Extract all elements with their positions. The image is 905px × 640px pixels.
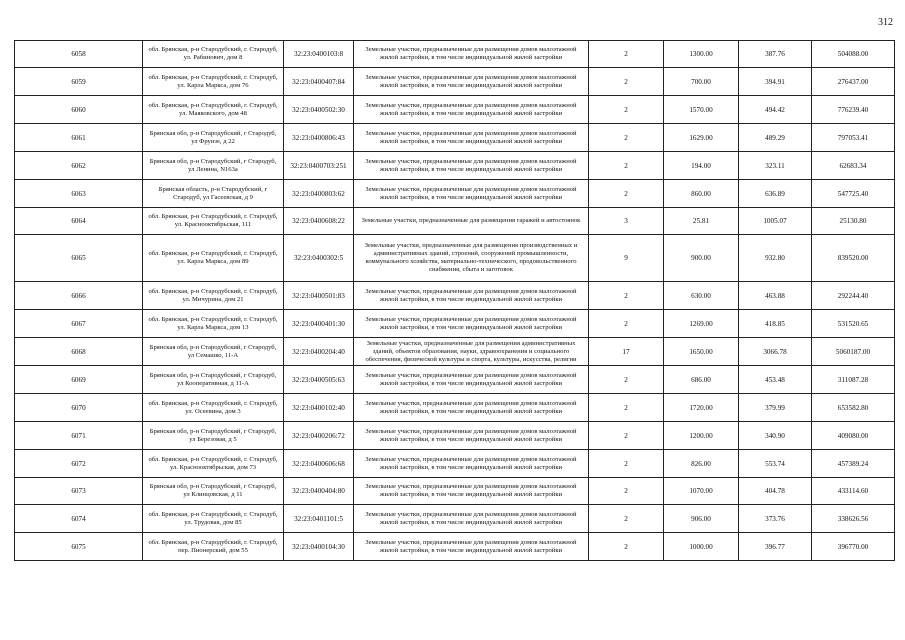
land-use-cell: Земельные участки, предназначенные для размещения домов малоэтажной жилой застройки, в том числе индивидуальной жилой застройки (354, 152, 589, 180)
land-use-cell: Земельные участки, предназначенные для размещения домов малоэтажной жилой застройки, в том числе индивидуальной жилой застройки (354, 366, 589, 394)
table-row (15, 282, 895, 310)
row-id-cell: 6062 (15, 152, 143, 180)
address-cell: обл. Брянская, р-н Стародубский, г. Стародуб, ул. Карла Маркса, дом 76 (143, 68, 284, 96)
area-cell: 1650.00 (664, 338, 739, 366)
specific-value-cell: 373.76 (739, 505, 812, 533)
cadastral-value-cell: 62683.34 (812, 152, 895, 180)
specific-value-cell: 396.77 (739, 533, 812, 561)
row-id-cell: 6073 (15, 478, 143, 505)
cadastral-number-cell: 32:23:0401101:5 (284, 505, 354, 533)
table-row (15, 533, 895, 561)
cadastral-value-cell: 839520.00 (812, 235, 895, 282)
row-id-cell: 6059 (15, 68, 143, 96)
land-use-cell: Земельные участки, предназначенные для размещения домов малоэтажной жилой застройки, в том числе индивидуальной жилой застройки (354, 124, 589, 152)
row-id-cell: 6074 (15, 505, 143, 533)
group-cell: 2 (589, 180, 664, 208)
area-cell: 686.00 (664, 366, 739, 394)
area-cell: 1200.00 (664, 422, 739, 450)
area-cell: 1629.00 (664, 124, 739, 152)
table-row (15, 235, 895, 282)
group-cell: 2 (589, 533, 664, 561)
cadastral-value-cell: 547725.40 (812, 180, 895, 208)
address-cell: обл. Брянская, р-н Стародубский, г. Стародуб, ул. Рабинович, дом 8 (143, 41, 284, 68)
specific-value-cell: 932.80 (739, 235, 812, 282)
address-cell: Брянская обл, р-н Стародубский, г Стародуб, ул Березовая, д 5 (143, 422, 284, 450)
cadastral-value-table (14, 40, 895, 561)
group-cell: 2 (589, 152, 664, 180)
address-cell: обл. Брянская, р-н Стародубский, г. Стародуб, ул. Красноoктябрьская, 111 (143, 208, 284, 235)
specific-value-cell: 323.11 (739, 152, 812, 180)
area-cell: 194.00 (664, 152, 739, 180)
address-cell: обл. Брянская, р-н Стародубский, г. Стародуб, ул. Карла Маркса, дом 89 (143, 235, 284, 282)
row-id-cell: 6071 (15, 422, 143, 450)
area-cell: 906.00 (664, 505, 739, 533)
area-cell: 630.00 (664, 282, 739, 310)
cadastral-number-cell: 32:23:0400401:30 (284, 310, 354, 338)
group-cell: 9 (589, 235, 664, 282)
specific-value-cell: 636.89 (739, 180, 812, 208)
cadastral-value-cell: 338626.56 (812, 505, 895, 533)
cadastral-number-cell: 32:23:0400803:62 (284, 180, 354, 208)
cadastral-number-cell: 32:23:0400404:80 (284, 478, 354, 505)
cadastral-number-cell: 32:23:0400102:40 (284, 394, 354, 422)
specific-value-cell: 404.78 (739, 478, 812, 505)
address-cell: обл. Брянская, р-н Стародубский, г. Стародуб, ул. Карла Маркса, дом 13 (143, 310, 284, 338)
row-id-cell: 6070 (15, 394, 143, 422)
table-row (15, 68, 895, 96)
page-number: 312 (878, 17, 893, 28)
table-row (15, 394, 895, 422)
table-row (15, 310, 895, 338)
cadastral-number-cell: 32:23:0400206:72 (284, 422, 354, 450)
group-cell: 2 (589, 41, 664, 68)
specific-value-cell: 453.48 (739, 366, 812, 394)
area-cell: 826.00 (664, 450, 739, 478)
address-cell: Брянская обл, р-н Стародубский, г Стародуб, ул Клинцовская, д 11 (143, 478, 284, 505)
address-cell: Брянская обл, р-н Стародубский, г Стародуб, ул Ленина, N163а (143, 152, 284, 180)
land-use-cell: Земельные участки, предназначенные для размещения производственных и административных зданий, строений, сооружений промышленности, коммунального хозяйства, материально-технического, продовольственного снабжения, сбыта и заготовок (354, 235, 589, 282)
group-cell: 2 (589, 366, 664, 394)
cadastral-value-cell: 457389.24 (812, 450, 895, 478)
land-use-cell: Земельные участки, предназначенные для размещения домов малоэтажной жилой застройки, в том числе индивидуальной жилой застройки (354, 180, 589, 208)
group-cell: 2 (589, 505, 664, 533)
group-cell: 2 (589, 282, 664, 310)
row-id-cell: 6061 (15, 124, 143, 152)
specific-value-cell: 394.91 (739, 68, 812, 96)
cadastral-value-cell: 292244.40 (812, 282, 895, 310)
land-use-cell: Земельные участки, предназначенные для размещения домов малоэтажной жилой застройки, в том числе индивидуальной жилой застройки (354, 533, 589, 561)
area-cell: 1570.00 (664, 96, 739, 124)
cadastral-number-cell: 32:23:0400703:251 (284, 152, 354, 180)
specific-value-cell: 418.85 (739, 310, 812, 338)
area-cell: 860.00 (664, 180, 739, 208)
cadastral-number-cell: 32:23:0400104:30 (284, 533, 354, 561)
specific-value-cell: 494.42 (739, 96, 812, 124)
cadastral-number-cell: 32:23:0400407:84 (284, 68, 354, 96)
specific-value-cell: 553.74 (739, 450, 812, 478)
cadastral-number-cell: 32:23:0400806:43 (284, 124, 354, 152)
table-row (15, 96, 895, 124)
address-cell: обл. Брянская, р-н Стародубский, г. Стародуб, ул. Трудовая, дом 85 (143, 505, 284, 533)
address-cell: Брянская обл, р-н Стародубский, г Стародуб, ул Кооперативная, д 11-А (143, 366, 284, 394)
group-cell: 2 (589, 394, 664, 422)
row-id-cell: 6063 (15, 180, 143, 208)
land-use-cell: Земельные участки, предназначенные для размещения домов малоэтажной жилой застройки, в том числе индивидуальной жилой застройки (354, 450, 589, 478)
table-row (15, 180, 895, 208)
row-id-cell: 6058 (15, 41, 143, 68)
table-body (15, 41, 895, 561)
table-row (15, 478, 895, 505)
cadastral-number-cell: 32:23:0400608:22 (284, 208, 354, 235)
land-use-cell: Земельные участки, предназначенные для размещения административных зданий, объектов образования, науки, здравоохранения и социального обеспечения, физической культуры и спорта, культуры, искусства, религии (354, 338, 589, 366)
row-id-cell: 6065 (15, 235, 143, 282)
specific-value-cell: 463.88 (739, 282, 812, 310)
specific-value-cell: 1005.07 (739, 208, 812, 235)
cadastral-value-cell: 504088.00 (812, 41, 895, 68)
land-use-cell: Земельные участки, предназначенные для размещения домов малоэтажной жилой застройки, в том числе индивидуальной жилой застройки (354, 478, 589, 505)
area-cell: 1300.00 (664, 41, 739, 68)
cadastral-number-cell: 32:23:0400103:8 (284, 41, 354, 68)
address-cell: обл. Брянская, р-н Стародубский, г. Стародуб, пер. Пионерский, дом 55 (143, 533, 284, 561)
land-use-cell: Земельные участки, предназначенные для размещения домов малоэтажной жилой застройки, в том числе индивидуальной жилой застройки (354, 394, 589, 422)
land-use-cell: Земельные участки, предназначенные для размещения домов малоэтажной жилой застройки, в том числе индивидуальной жилой застройки (354, 68, 589, 96)
address-cell: обл. Брянская, р-н Стародубский, г. Стародуб, ул. Мичурина, дом 21 (143, 282, 284, 310)
row-id-cell: 6072 (15, 450, 143, 478)
area-cell: 1720.00 (664, 394, 739, 422)
group-cell: 17 (589, 338, 664, 366)
cadastral-value-cell: 797053.41 (812, 124, 895, 152)
row-id-cell: 6075 (15, 533, 143, 561)
cadastral-value-cell: 25130.80 (812, 208, 895, 235)
group-cell: 2 (589, 310, 664, 338)
area-cell: 1070.00 (664, 478, 739, 505)
cadastral-value-cell: 776239.40 (812, 96, 895, 124)
address-cell: Брянская область, р-н Стародубский, г Стародуб, ул Гасеевская, д 9 (143, 180, 284, 208)
cadastral-value-cell: 433114.60 (812, 478, 895, 505)
land-use-cell: Земельные участки, предназначенные для размещения домов малоэтажной жилой застройки, в том числе индивидуальной жилой застройки (354, 96, 589, 124)
cadastral-number-cell: 32:23:0400501:83 (284, 282, 354, 310)
table-row (15, 505, 895, 533)
area-cell: 1000.00 (664, 533, 739, 561)
specific-value-cell: 489.29 (739, 124, 812, 152)
address-cell: Брянская обл, р-н Стародубский, г Стародуб, ул Фрунзе, д 22 (143, 124, 284, 152)
cadastral-number-cell: 32:23:0400502:30 (284, 96, 354, 124)
land-use-cell: Земельные участки, предназначенные для размещения домов малоэтажной жилой застройки, в том числе индивидуальной жилой застройки (354, 41, 589, 68)
group-cell: 2 (589, 450, 664, 478)
area-cell: 700.00 (664, 68, 739, 96)
address-cell: обл. Брянская, р-н Стародубский, г. Стародуб, ул. Осеевина, дом 3 (143, 394, 284, 422)
group-cell: 2 (589, 96, 664, 124)
cadastral-number-cell: 32:23:0400302:5 (284, 235, 354, 282)
specific-value-cell: 379.99 (739, 394, 812, 422)
specific-value-cell: 387.76 (739, 41, 812, 68)
table-row (15, 450, 895, 478)
area-cell: 1269.00 (664, 310, 739, 338)
cadastral-number-cell: 32:23:0400505:63 (284, 366, 354, 394)
table-row (15, 208, 895, 235)
group-cell: 2 (589, 68, 664, 96)
land-use-cell: Земельные участки, предназначенные для размещения домов малоэтажной жилой застройки, в том числе индивидуальной жилой застройки (354, 422, 589, 450)
row-id-cell: 6068 (15, 338, 143, 366)
row-id-cell: 6060 (15, 96, 143, 124)
row-id-cell: 6064 (15, 208, 143, 235)
address-cell: Брянская обл, р-н Стародубский, г Стародуб, ул Семашко, 11-А (143, 338, 284, 366)
cadastral-value-cell: 409080.00 (812, 422, 895, 450)
table-row (15, 152, 895, 180)
area-cell: 25.81 (664, 208, 739, 235)
group-cell: 2 (589, 478, 664, 505)
land-use-cell: Земельные участки, предназначенные для размещения домов малоэтажной жилой застройки, в том числе индивидуальной жилой застройки (354, 310, 589, 338)
cadastral-value-cell: 5060187.00 (812, 338, 895, 366)
cadastral-value-cell: 276437.00 (812, 68, 895, 96)
area-cell: 900.00 (664, 235, 739, 282)
group-cell: 3 (589, 208, 664, 235)
table-row (15, 338, 895, 366)
cadastral-number-cell: 32:23:0400204:40 (284, 338, 354, 366)
row-id-cell: 6067 (15, 310, 143, 338)
cadastral-number-cell: 32:23:0400606:68 (284, 450, 354, 478)
table-row (15, 41, 895, 68)
address-cell: обл. Брянская, р-н Стародубский, г. Стародуб, ул. Маяковского, дом 48 (143, 96, 284, 124)
specific-value-cell: 3066.78 (739, 338, 812, 366)
cadastral-value-cell: 396770.00 (812, 533, 895, 561)
group-cell: 2 (589, 422, 664, 450)
cadastral-value-cell: 531520.65 (812, 310, 895, 338)
table-row (15, 422, 895, 450)
land-use-cell: Земельные участки, предназначенные для размещения домов малоэтажной жилой застройки, в том числе индивидуальной жилой застройки (354, 282, 589, 310)
table-row (15, 124, 895, 152)
row-id-cell: 6069 (15, 366, 143, 394)
table-row (15, 366, 895, 394)
cadastral-value-cell: 653582.80 (812, 394, 895, 422)
cadastral-value-cell: 311087.28 (812, 366, 895, 394)
row-id-cell: 6066 (15, 282, 143, 310)
group-cell: 2 (589, 124, 664, 152)
address-cell: обл. Брянская, р-н Стародубский, г. Стародуб, ул. Красноoктябрьская, дом 73 (143, 450, 284, 478)
specific-value-cell: 340.90 (739, 422, 812, 450)
land-use-cell: Земельные участки, предназначенные для размещения гаражей и автостоянок (354, 208, 589, 235)
land-use-cell: Земельные участки, предназначенные для размещения домов малоэтажной жилой застройки, в том числе индивидуальной жилой застройки (354, 505, 589, 533)
